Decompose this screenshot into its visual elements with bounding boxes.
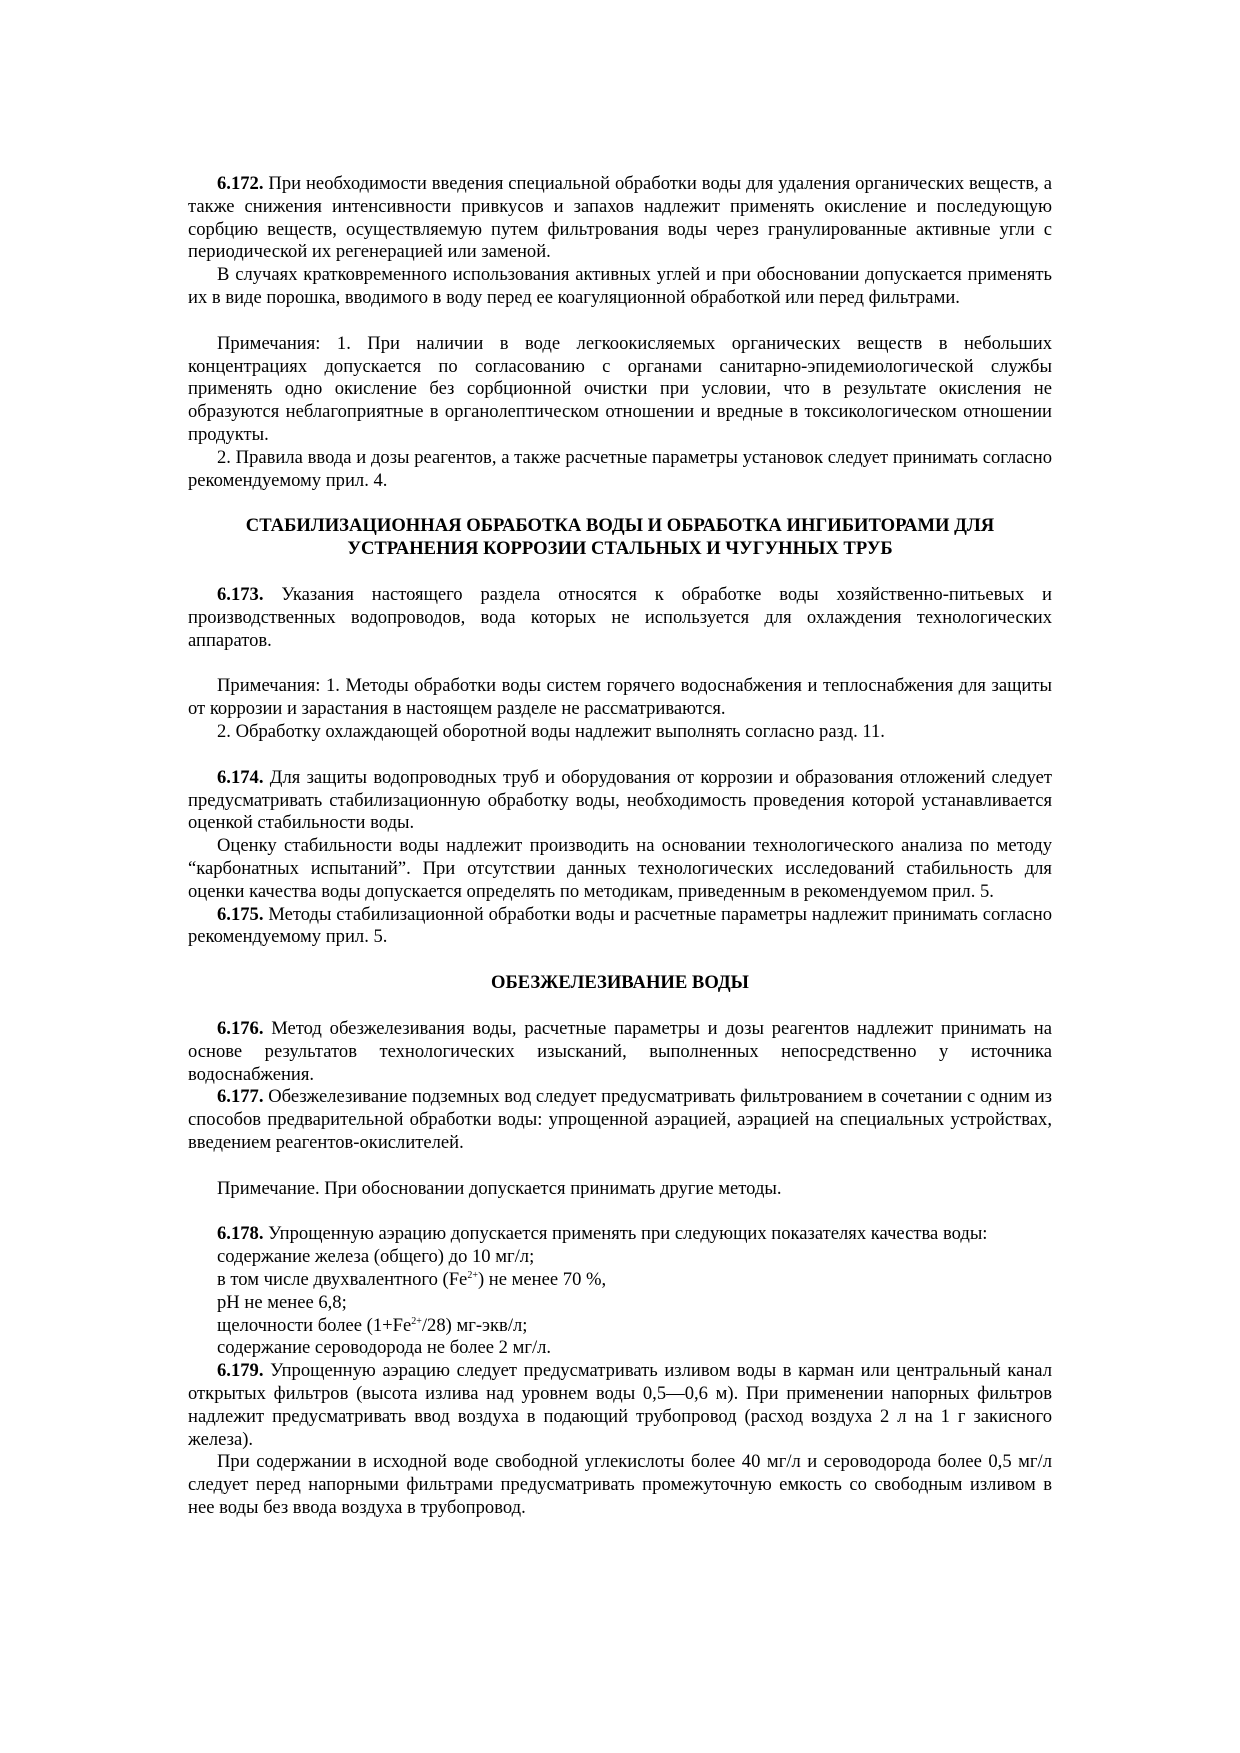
clause-text: Упрощенную аэрацию следует предусматривать изливом воды в карман или центральный канал открытых фильтров (высота излива над уровнем воды 0,5—0,6 м). При применении напорных фильтров надлежит предусматривать ввод воздуха в подающий трубопровод (расход воздуха 2 л на 1 г закисного железа). <box>188 1360 1052 1450</box>
clause-number: 6.174. <box>217 766 264 788</box>
list-item-ph: рН не менее 6,8; <box>217 1291 347 1313</box>
list-item-alkalinity <box>188 1315 1052 1338</box>
clause-text: Метод обезжелезивания воды, расчетные параметры и дозы реагентов надлежит принимать на основе результатов технологических изысканий, выполненных непосредственно у источника водоснабжения. <box>188 1017 1052 1085</box>
paragraph-6-175 <box>188 904 1052 950</box>
superscript: 2+ <box>411 1315 422 1327</box>
list-item-text: ) не менее 70 %, <box>477 1269 607 1291</box>
paragraph-6-178 <box>188 1223 1052 1246</box>
paragraph-6-177 <box>188 1086 1052 1154</box>
section-heading-line-2: УСТРАНЕНИЯ КОРРОЗИИ СТАЛЬНЫХ И ЧУГУННЫХ ТРУБ <box>347 538 893 560</box>
note-6-177: Примечание. При обосновании допускается принимать другие методы. <box>217 1177 782 1199</box>
clause-text: Методы стабилизационной обработки воды и расчетные параметры надлежит принимать согласно рекомендуемому прил. 5. <box>188 903 1052 948</box>
note-6-173-1: Примечания: 1. Методы обработки воды систем горячего водоснабжения и теплоснабжения для защиты от коррозии и зарастания в настоящем разделе не рассматриваются. <box>188 675 1052 720</box>
list-item-text: щелочности более (1+Fe <box>217 1314 412 1336</box>
paragraph-6-179 <box>188 1360 1052 1451</box>
clause-number: 6.177. <box>217 1086 264 1108</box>
list-item-text: /28) мг-экв/л; <box>421 1314 528 1336</box>
clause-number: 6.178. <box>217 1223 264 1245</box>
list-item-hydrogen-sulfide: содержание сероводорода не более 2 мг/л. <box>217 1337 552 1359</box>
paragraph-6-173 <box>188 584 1052 652</box>
list-item-iron-total: содержание железа (общего) до 10 мг/л; <box>217 1246 535 1268</box>
clause-number: 6.176. <box>217 1017 264 1039</box>
paragraph-6-176 <box>188 1018 1052 1086</box>
document-page <box>188 173 1052 1520</box>
superscript: 2+ <box>467 1269 478 1281</box>
section-heading-stabilization <box>188 515 1052 561</box>
clause-text: Упрощенную аэрацию допускается применять при следующих показателях качества воды: <box>263 1223 988 1245</box>
clause-number: 6.173. <box>217 583 264 605</box>
paragraph-6-174 <box>188 767 1052 835</box>
section-heading-line-1: СТАБИЛИЗАЦИОННАЯ ОБРАБОТКА ВОДЫ И ОБРАБОТКА ИНГИБИТОРАМИ ДЛЯ <box>245 515 995 537</box>
paragraph-6-179-cont: При содержании в исходной воде свободной углекислоты более 40 мг/л и сероводорода более 0,5 мг/л следует перед напорными фильтрами предусматривать промежуточную емкость со свободным изливом в нее воды без ввода воздуха в трубопровод. <box>188 1451 1052 1519</box>
paragraph-6-174-cont: Оценку стабильности воды надлежит производить на основании технологического анализа по методу “карбонатных испытаний”. При отсутствии данных технологических исследований стабильность для оценки качества воды допускается определять по методикам, приведенным в рекомендуемом прил. 5. <box>188 835 1052 902</box>
clause-text: Обезжелезивание подземных вод следует предусматривать фильтрованием в сочетании с одним из способов предварительной обработки воды: упрощенной аэрацией, аэрацией на специальных устройствах, введением реагентов-окислителей. <box>188 1086 1052 1153</box>
paragraph-6-172 <box>188 173 1052 264</box>
clause-text: Для защиты водопроводных труб и оборудования от коррозии и образования отложений следует предусматривать стабилизационную обработку воды, необходимость проведения которой устанавливается оценкой стабильности воды. <box>188 766 1052 834</box>
note-6-172-1: Примечания: 1. При наличии в воде легкоокисляемых органических веществ в небольших концентрациях допускается по согласованию с органами санитарно-эпидемиологической службы применять одно окисление без сорбционной очистки при условии, что в результате окисления не образуются неблагоприятные в органолептическом отношении и вредные в токсикологическом отношении продукты. <box>188 332 1052 445</box>
clause-text: Указания настоящего раздела относятся к обработке воды хозяйственно-питьевых и производственных водопроводов, вода которых не используется для охлаждения технологических аппаратов. <box>188 583 1052 651</box>
clause-number: 6.172. <box>217 173 264 194</box>
clause-number: 6.175. <box>217 903 264 925</box>
section-heading-iron-removal: ОБЕЗЖЕЛЕЗИВАНИЕ ВОДЫ <box>491 972 749 994</box>
list-item-text: в том числе двухвалентного (Fe <box>217 1269 468 1291</box>
clause-number: 6.179. <box>217 1360 264 1382</box>
paragraph-6-172-cont: В случаях кратковременного использования активных углей и при обосновании допускается применять их в виде порошка, вводимого в воду перед ее коагуляционной обработкой или перед фильтрами. <box>188 264 1052 308</box>
note-6-173-2: 2. Обработку охлаждающей оборотной воды надлежит выполнять согласно разд. 11. <box>217 720 885 742</box>
clause-text: При необходимости введения специальной обработки воды для удаления органических веществ, а также снижения интенсивности привкусов и запахов надлежит применять окисление и последующую сорбцию веществ, осуществляемую путем фильтрования воды через гранулированные активные угли с периодической их регенерацией или заменой. <box>188 173 1052 263</box>
list-item-iron-divalent <box>188 1269 1052 1292</box>
note-6-172-2: 2. Правила ввода и дозы реагентов, а также расчетные параметры установок следует принимать согласно рекомендуемому прил. 4. <box>188 446 1052 491</box>
